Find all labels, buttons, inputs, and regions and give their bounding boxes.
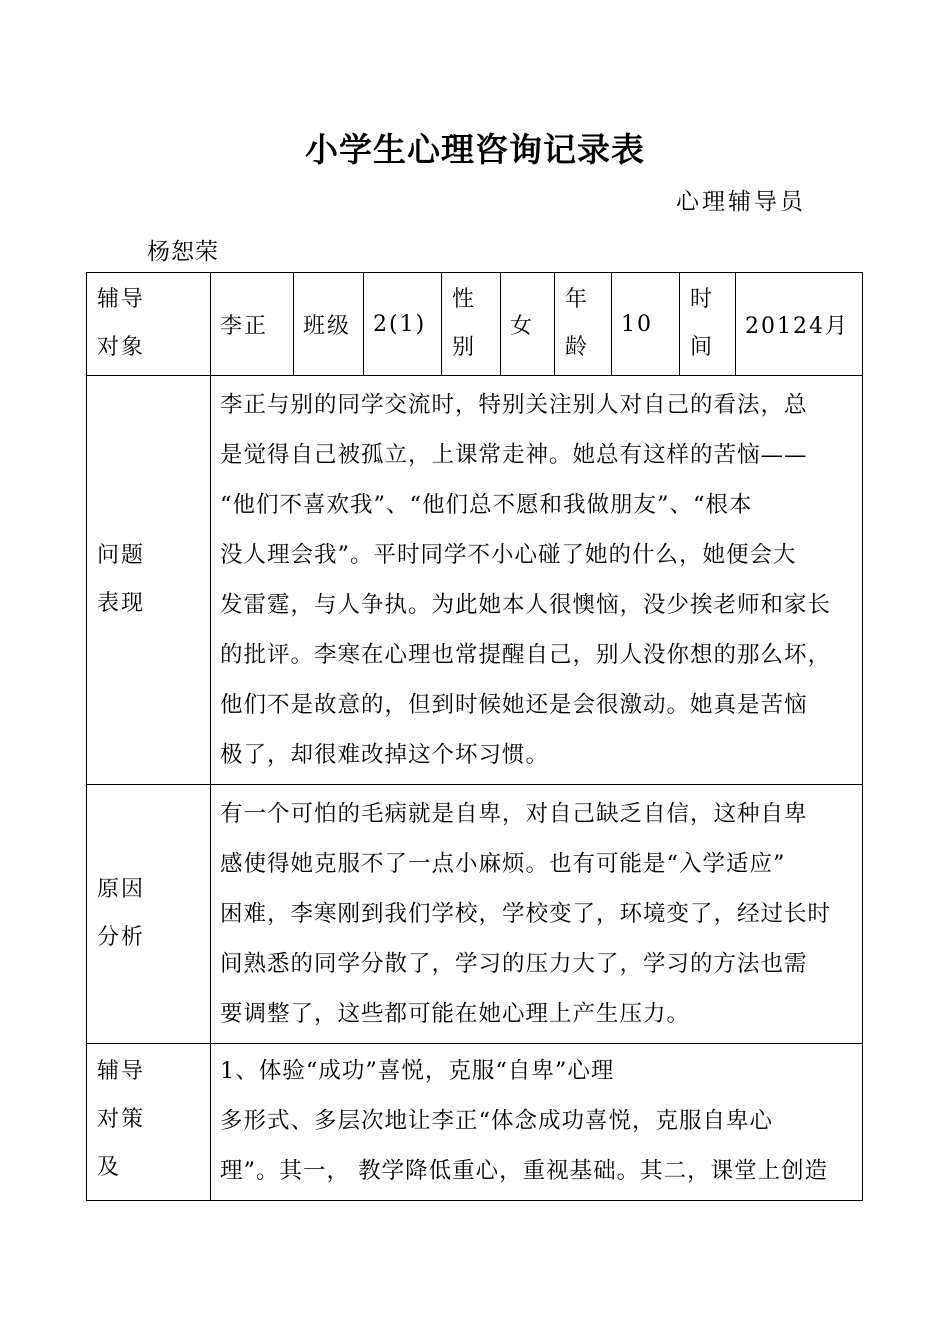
student-name: 李正: [211, 273, 294, 376]
table-row: [87, 1044, 863, 1201]
counselor-label: 心理辅导员: [676, 189, 806, 215]
target-label: 辅导 对象: [87, 273, 211, 376]
age-label: 年 龄: [555, 273, 612, 376]
strategy-text: 1、体验“成功”喜悦，克服“自卑”心理 多形式、多层次地让李正“体念成功喜悦，克服自卑心 理”。其一， 教学降低重心，重视基础。其二，课堂上创造: [211, 1044, 863, 1201]
counselor-name: 杨恕荣: [147, 239, 219, 265]
table-row: [87, 273, 863, 376]
record-table: [86, 272, 863, 1201]
class-label: 班级: [294, 273, 364, 376]
gender-value: 女: [501, 273, 555, 376]
page-title: 小学生心理咨询记录表: [305, 130, 645, 169]
cause-text: 有一个可怕的毛病就是自卑，对自己缺乏自信，这种自卑 感使得她克服不了一点小麻烦。也有可能是“入学适应” 困难，李寒刚到我们学校，学校变了，环境变了，经过长时 间熟悉的同学分散了，学习的压力大了，学习的方法也需 要调整了，这些都可能在她心理上产生压力。: [211, 785, 863, 1044]
cause-label: 原因 分析: [87, 785, 211, 1044]
problem-label: 问题 表现: [87, 376, 211, 785]
time-label: 时 间: [680, 273, 736, 376]
problem-text: 李正与别的同学交流时，特别关注别人对自己的看法，总 是觉得自己被孤立，上课常走神。她总有这样的苦恼—— “他们不喜欢我”、“他们总不愿和我做朋友”、“根本 没人理会我”。平时同学不小心碰了她的什么，她便会大 发雷霆，与人争执。为此她本人很懊恼，没少挨老师和家长 的批评。李寒在心理也常提醒自己，别人没你想的那么坏， 他们不是故意的，但到时候她还是会很激动。她真是苦恼 极了，却很难改掉这个坏习惯。: [211, 376, 863, 785]
table-row: [87, 785, 863, 1044]
strategy-label: 辅导 对策 及: [87, 1044, 211, 1201]
class-value: 2(1): [364, 273, 442, 376]
time-value: 20124月: [736, 273, 863, 376]
gender-label: 性 别: [442, 273, 501, 376]
table-row: [87, 376, 863, 785]
age-value: 10: [612, 273, 680, 376]
